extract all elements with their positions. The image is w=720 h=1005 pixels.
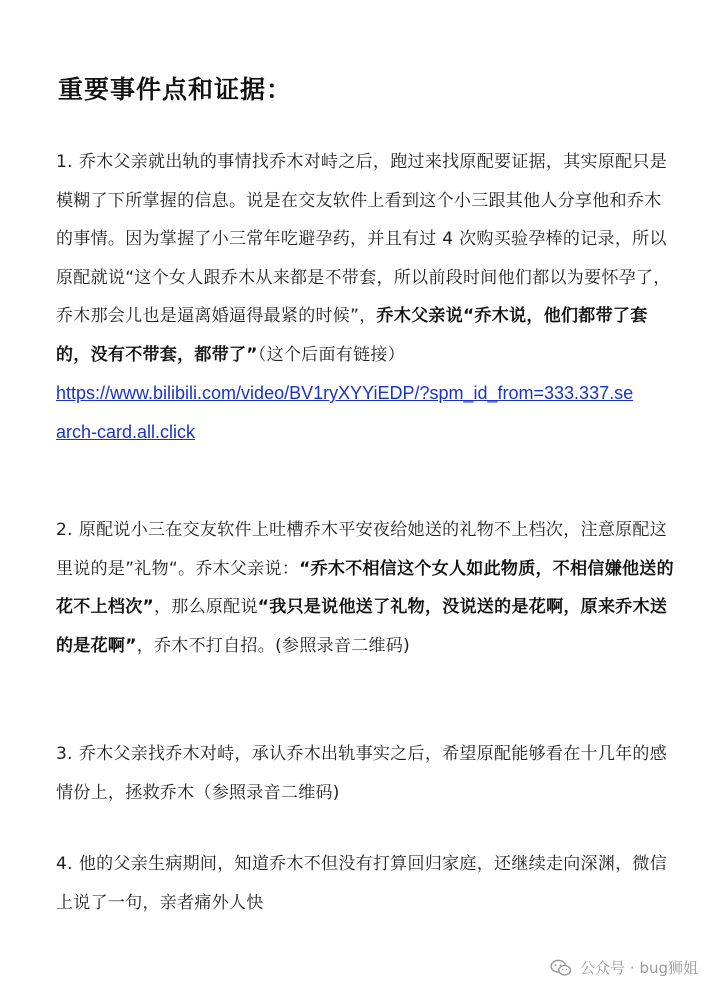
item-number: 4.	[56, 854, 73, 874]
list-item	[56, 143, 676, 451]
item-bold-text: 乔木父亲说“乔木说，他们都带了套的，没有不带套，都带了”	[56, 306, 648, 365]
watermark-text: 公众号 · bug狮姐	[580, 959, 698, 977]
item-bold-text: “我只是说他送了礼物，没说送的是花啊，原来乔木送的是花啊”	[56, 597, 668, 656]
item-text: 他的父亲生病期间，知道乔木不但没有打算回归家庭，还继续走向深渊，微信上说了一句，亲者痛外人快	[56, 854, 668, 913]
list-item	[56, 511, 676, 665]
item-bold-text: “乔木不相信这个女人如此物质，不相信嫌他送的花不上档次”	[56, 558, 674, 617]
video-link-line2: arch-card.all.click	[56, 421, 196, 442]
item-number: 3.	[56, 744, 73, 764]
video-link-line1: https://www.bilibili.com/video/BV1ryXYYiEDP/?spm_id_from=333.337.se	[56, 383, 634, 403]
item-text: 乔木父亲找乔木对峙，承认乔木出轨事实之后，希望原配能够看在十几年的感情份上，拯救乔木（参照录音二维码)	[56, 744, 668, 803]
item-number: 1.	[56, 152, 73, 172]
item-text: 乔木父亲就出轨的事情找乔木对峙之后，跑过来找原配要证据，其实原配只是模糊了下所掌握的信息。说是在交友软件上看到这个小三跟其他人分享他和乔木的事情。因为掌握了小三常年吃避孕药，并且有过 4 次购买验孕棒的记录，所以原配就说“这个女人跟乔木从来都是不带套，所以前段时间他们都以为要怀孕了，乔木那会儿也是逼离婚逼得最紧的时候”，	[56, 152, 671, 326]
item-text: ，乔木不打自招。(参照录音二维码)	[136, 635, 411, 656]
page-title: 重要事件点和证据：	[58, 75, 293, 104]
item-text: ，那么原配说	[153, 597, 258, 617]
item-text: 原配说小三在交友软件上吐槽乔木平安夜给她送的礼物不上档次，注意原配这里说的是”礼物“。乔木父亲说：	[56, 520, 668, 579]
wechat-icon	[550, 959, 572, 977]
list-item	[56, 735, 676, 812]
item-text: （这个后面有链接）	[257, 344, 405, 365]
watermark	[550, 957, 698, 978]
item-number: 2.	[56, 520, 73, 540]
list-item	[56, 845, 676, 922]
video-link[interactable]	[56, 374, 676, 451]
